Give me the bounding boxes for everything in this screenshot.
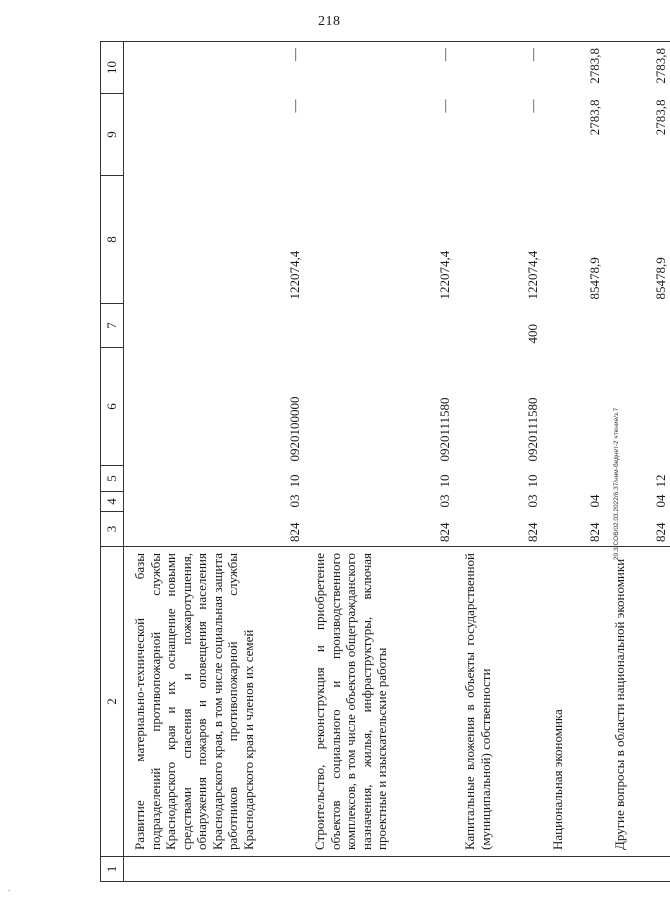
row-section-code: 03: [436, 494, 452, 508]
row-amount-2: —: [436, 99, 452, 113]
row-amount-3: 2783,8: [604, 42, 670, 94]
header-col-7: 7: [101, 304, 124, 348]
row-ministry-code: 824: [586, 522, 602, 542]
row-number: [454, 857, 542, 882]
row-amount-1: 122074,4: [286, 250, 302, 300]
header-col-2: 2: [101, 547, 124, 857]
row-amount-2: —: [286, 99, 302, 113]
row-target-code: 0920111580: [524, 397, 540, 462]
row-name: Национальная экономика: [542, 547, 604, 857]
row-expense-type: [304, 304, 454, 348]
row-number: [542, 857, 604, 882]
row-amount-1: 85478,9: [652, 257, 668, 300]
row-ministry-code: 824: [524, 522, 540, 542]
table-row: [542, 42, 604, 882]
row-amount-2: —: [524, 99, 540, 113]
header-col-10: 10: [101, 42, 124, 94]
row-amount-1: 122074,4: [436, 250, 452, 300]
row-number: [304, 857, 454, 882]
row-amount-1: 122074,4: [524, 250, 540, 300]
row-expense-type: 400: [524, 324, 540, 344]
row-section-code: 03: [286, 494, 302, 508]
row-number: [604, 857, 670, 882]
row-amount-1: 85478,9: [586, 257, 602, 300]
row-name: Развитие материально-технической базы подразделений противопожарной службы Краснодарского края и их оснащение новыми средствами спасения и пожаротушения, обнаружения пожаров и оповещения населения Краснодарского края, в том числе социальная защита работников противопожарной службы Краснодарского края и членов их семей: [124, 547, 305, 857]
row-name: Строительство, реконструкция и приобретение объектов социального и производственного комплексов, в том числе объектов общегражданского назначения, жилья, инфраструктуры, включая проектные и изыскательские работы: [304, 547, 454, 857]
row-subsection-code: 12: [652, 474, 668, 488]
row-number: [124, 857, 305, 882]
row-subsection-code: 10: [286, 474, 302, 488]
row-expense-type: [542, 304, 604, 348]
header-col-6: 6: [101, 348, 124, 466]
header-col-5: 5: [101, 466, 124, 492]
table-row: [454, 42, 542, 882]
header-row: [101, 42, 124, 882]
document-side-note: 20.3/COB/02.03.2022/6.37/ням-беднет-2 чтение/з.7: [613, 407, 620, 560]
row-ministry-code: 824: [652, 522, 668, 542]
table-row: [304, 42, 454, 882]
page-number: 218: [318, 14, 341, 29]
row-subsection-code: 10: [524, 474, 540, 488]
table-row: [124, 42, 305, 882]
row-ministry-code: 824: [436, 522, 452, 542]
row-section-code: 04: [652, 494, 668, 508]
row-name: Капитальные вложения в объекты государственной (муниципальной) собственности: [454, 547, 542, 857]
row-amount-2: 2783,8: [652, 99, 668, 136]
row-name: Другие вопросы в области национальной экономики: [604, 547, 670, 857]
header-col-8: 8: [101, 176, 124, 304]
row-target-code: [542, 348, 604, 466]
header-col-1: 1: [101, 857, 124, 882]
header-col-9: 9: [101, 94, 124, 176]
row-amount-2: 2783,8: [586, 99, 602, 136]
row-target-code: 0920111580: [436, 397, 452, 462]
row-subsection-code: 10: [436, 474, 452, 488]
row-expense-type: [124, 304, 305, 348]
row-amount-3: —: [454, 42, 542, 94]
row-amount-3: —: [124, 42, 305, 94]
header-col-4: 4: [101, 492, 124, 512]
row-subsection-code: [542, 466, 604, 492]
budget-table-rotated: [100, 42, 668, 882]
budget-table: [100, 41, 670, 882]
row-target-code: 0920100000: [286, 396, 302, 462]
scan-mark: .: [8, 884, 10, 893]
row-ministry-code: 824: [286, 522, 302, 542]
row-section-code: 04: [586, 494, 602, 508]
row-section-code: 03: [524, 494, 540, 508]
header-col-3: 3: [101, 512, 124, 547]
row-amount-3: 2783,8: [542, 42, 604, 94]
row-amount-3: —: [304, 42, 454, 94]
